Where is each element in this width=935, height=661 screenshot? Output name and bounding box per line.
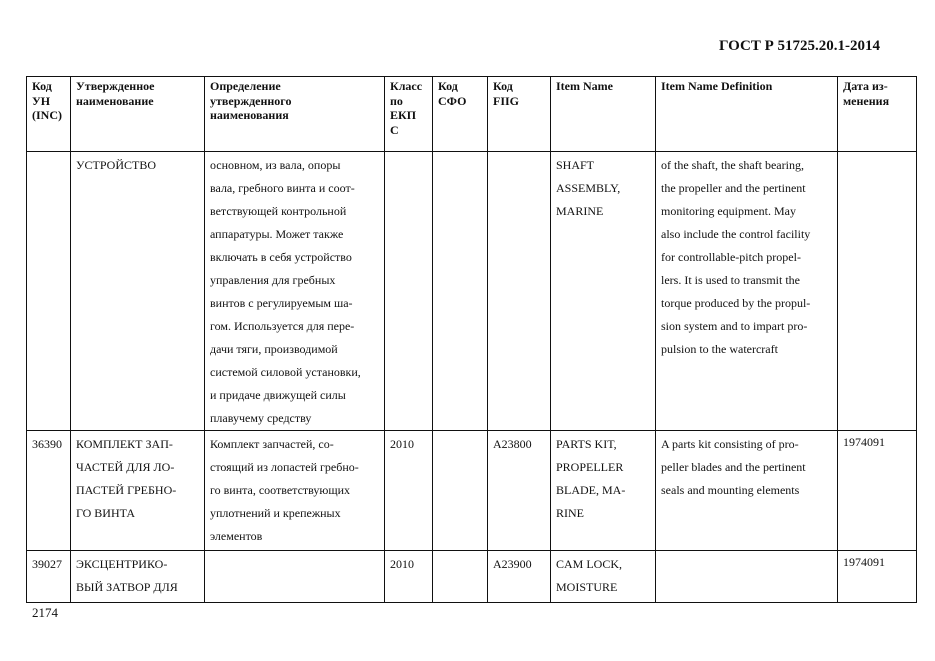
cell-inc: [27, 152, 71, 431]
cell-name-definition: [205, 551, 385, 603]
header-sfo: Код СФО: [433, 77, 488, 152]
cell-fiig: A23900: [488, 551, 551, 603]
header-inc: Код УН (INC): [27, 77, 71, 152]
cell-approved-name: КОМПЛЕКТ ЗАП- ЧАСТЕЙ ДЛЯ ЛО- ПАСТЕЙ ГРЕБНО- ГО ВИНТА: [71, 431, 205, 551]
cell-item-definition: A parts kit consisting of pro- peller blades and the pertinent seals and mounting elements: [656, 431, 838, 551]
header-fiig: Код FIIG: [488, 77, 551, 152]
cell-approved-name: УСТРОЙСТВО: [71, 152, 205, 431]
cell-change-date: 1974091: [838, 551, 917, 603]
cell-item-name: SHAFT ASSEMBLY, MARINE: [551, 152, 656, 431]
header-item-name-definition: Item Name Definition: [656, 77, 838, 152]
cell-name-definition: Комплект запчастей, со- стоящий из лопастей гребно- го винта, соответствующих уплотнений и крепежных элементов: [205, 431, 385, 551]
cell-sfo: [433, 431, 488, 551]
page-number: 2174: [32, 605, 58, 620]
header-change-date: Дата из- менения: [838, 77, 917, 152]
cell-item-name: CAM LOCK, MOISTURE: [551, 551, 656, 603]
cell-item-definition: [656, 551, 838, 603]
header-approved-name: Утвержденное наименование: [71, 77, 205, 152]
cell-item-definition: of the shaft, the shaft bearing, the propeller and the pertinent monitoring equipment. May also include the control facility for controllable-pitch propel- lers. It is used to transmit the torque produced by the propul- sion system and to impart pro- pulsion to the watercraft: [656, 152, 838, 431]
header-item-name: Item Name: [551, 77, 656, 152]
document-code: ГОСТ Р 51725.20.1-2014: [719, 38, 881, 54]
cell-approved-name: ЭКСЦЕНТРИКО- ВЫЙ ЗАТВОР ДЛЯ: [71, 551, 205, 603]
cell-sfo: [433, 551, 488, 603]
cell-name-definition: основном, из вала, опоры вала, гребного винта и сoот- ветствующей контрольной аппаратуры. Может также включать в себя устройство управления для гребных винтов с регулируемым ша- гом. Используется для пере- дачи тяги, производимой системой силовой установки, и придаче движущей силы плавучему средству: [205, 152, 385, 431]
cell-class: 2010: [385, 431, 433, 551]
table-row: [27, 431, 917, 551]
cell-class: [385, 152, 433, 431]
header-name-definition: Определение утвержденного наименования: [205, 77, 385, 152]
cell-item-name: PARTS KIT, PROPELLER BLADE, MA- RINE: [551, 431, 656, 551]
table-row: [27, 152, 917, 431]
cell-change-date: [838, 152, 917, 431]
table-header-row: [27, 77, 917, 152]
cell-fiig: A23800: [488, 431, 551, 551]
header-class: Класс по ЕКП С: [385, 77, 433, 152]
cell-fiig: [488, 152, 551, 431]
catalog-table: [26, 76, 917, 603]
cell-inc: 39027: [27, 551, 71, 603]
table-row: [27, 551, 917, 603]
cell-inc: 36390: [27, 431, 71, 551]
cell-change-date: 1974091: [838, 431, 917, 551]
cell-class: 2010: [385, 551, 433, 603]
cell-sfo: [433, 152, 488, 431]
